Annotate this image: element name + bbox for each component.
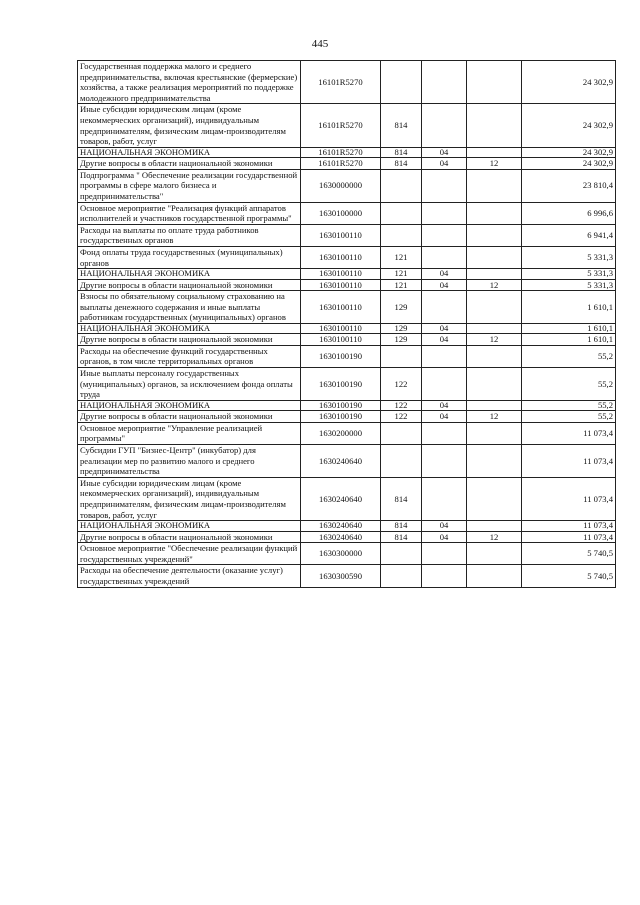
- subsection: [467, 269, 522, 279]
- amount: 11 073,4: [522, 521, 616, 531]
- expense-name: Другие вопросы в области национальной экономики: [78, 531, 301, 543]
- table-row: [78, 521, 616, 531]
- amount: 1 610,1: [522, 334, 616, 346]
- target-code: 1630000000: [301, 169, 381, 202]
- amount: 6 996,6: [522, 202, 616, 224]
- target-code: 1630100110: [301, 291, 381, 324]
- subsection: [467, 368, 522, 401]
- table-row: [78, 147, 616, 157]
- expense-type: [381, 202, 422, 224]
- table-row: [78, 104, 616, 147]
- expense-name: Другие вопросы в области национальной экономики: [78, 158, 301, 170]
- amount: 11 073,4: [522, 477, 616, 520]
- expense-name: Иные субсидии юридическим лицам (кроме некоммерческих организаций), индивидуальным предпринимателям, физическим лицам-производителям товаров, работ, услуг: [78, 104, 301, 147]
- target-code: 1630100110: [301, 334, 381, 346]
- section: 04: [422, 158, 467, 170]
- expense-name: Другие вопросы в области национальной экономики: [78, 334, 301, 346]
- target-code: 1630240640: [301, 445, 381, 478]
- target-code: 1630200000: [301, 422, 381, 444]
- target-code: 1630100190: [301, 345, 381, 367]
- subsection: [467, 291, 522, 324]
- expense-type: 121: [381, 279, 422, 291]
- section: 04: [422, 411, 467, 423]
- expense-type: [381, 169, 422, 202]
- amount: 1 610,1: [522, 323, 616, 333]
- table-row: [78, 61, 616, 104]
- expense-type: 814: [381, 477, 422, 520]
- subsection: 12: [467, 334, 522, 346]
- expense-type: [381, 445, 422, 478]
- subsection: [467, 521, 522, 531]
- expense-type: [381, 565, 422, 587]
- section: 04: [422, 147, 467, 157]
- subsection: [467, 445, 522, 478]
- expense-type: [381, 345, 422, 367]
- subsection: [467, 202, 522, 224]
- amount: 1 610,1: [522, 291, 616, 324]
- table-row: [78, 445, 616, 478]
- target-code: 1630240640: [301, 531, 381, 543]
- section: 04: [422, 531, 467, 543]
- target-code: 1630100110: [301, 224, 381, 246]
- subsection: [467, 246, 522, 268]
- amount: 55,2: [522, 400, 616, 410]
- expense-name: Основное мероприятие "Реализация функций аппаратов исполнителей и участников государственной программы": [78, 202, 301, 224]
- table-row: [78, 279, 616, 291]
- table-row: [78, 169, 616, 202]
- target-code: 1630100110: [301, 246, 381, 268]
- amount: 24 302,9: [522, 104, 616, 147]
- target-code: 1630100110: [301, 279, 381, 291]
- amount: 24 302,9: [522, 147, 616, 157]
- amount: 5 740,5: [522, 543, 616, 565]
- table-row: [78, 202, 616, 224]
- target-code: 1630100190: [301, 400, 381, 410]
- subsection: [467, 61, 522, 104]
- table-row: [78, 334, 616, 346]
- expense-type: 121: [381, 246, 422, 268]
- subsection: [467, 104, 522, 147]
- target-code: 1630240640: [301, 521, 381, 531]
- expense-name: Другие вопросы в области национальной экономики: [78, 411, 301, 423]
- target-code: 1630100190: [301, 411, 381, 423]
- section: [422, 169, 467, 202]
- target-code: 1630240640: [301, 477, 381, 520]
- section: 04: [422, 323, 467, 333]
- section: [422, 445, 467, 478]
- section: [422, 61, 467, 104]
- target-code: 16101R5270: [301, 158, 381, 170]
- expense-type: 121: [381, 269, 422, 279]
- subsection: [467, 323, 522, 333]
- expense-name: НАЦИОНАЛЬНАЯ ЭКОНОМИКА: [78, 269, 301, 279]
- amount: 23 810,4: [522, 169, 616, 202]
- section: 04: [422, 400, 467, 410]
- expense-name: НАЦИОНАЛЬНАЯ ЭКОНОМИКА: [78, 323, 301, 333]
- expense-name: Расходы на обеспечение функций государственных органов, в том числе территориальных органов: [78, 345, 301, 367]
- subsection: [467, 543, 522, 565]
- table-row: [78, 368, 616, 401]
- amount: 6 941,4: [522, 224, 616, 246]
- section: 04: [422, 334, 467, 346]
- amount: 11 073,4: [522, 422, 616, 444]
- table-row: [78, 345, 616, 367]
- expense-type: [381, 543, 422, 565]
- table-row: [78, 477, 616, 520]
- expense-name: Иные выплаты персоналу государственных (муниципальных) органов, за исключением фонда оплаты труда: [78, 368, 301, 401]
- section: [422, 368, 467, 401]
- amount: 5 331,3: [522, 269, 616, 279]
- subsection: [467, 169, 522, 202]
- table-row: [78, 291, 616, 324]
- subsection: [467, 224, 522, 246]
- target-code: 16101R5270: [301, 104, 381, 147]
- expense-name: Основное мероприятие "Управление реализацией программы": [78, 422, 301, 444]
- table-row: [78, 422, 616, 444]
- expense-type: 814: [381, 531, 422, 543]
- section: [422, 246, 467, 268]
- subsection: 12: [467, 279, 522, 291]
- amount: 55,2: [522, 345, 616, 367]
- expense-type: 122: [381, 411, 422, 423]
- table-row: [78, 224, 616, 246]
- subsection: [467, 400, 522, 410]
- table-row: [78, 323, 616, 333]
- expense-type: 122: [381, 400, 422, 410]
- section: [422, 422, 467, 444]
- section: 04: [422, 279, 467, 291]
- subsection: [467, 477, 522, 520]
- subsection: [467, 565, 522, 587]
- amount: 55,2: [522, 411, 616, 423]
- section: [422, 202, 467, 224]
- section: [422, 224, 467, 246]
- section: [422, 291, 467, 324]
- expense-type: 814: [381, 521, 422, 531]
- amount: 55,2: [522, 368, 616, 401]
- expense-name: Другие вопросы в области национальной экономики: [78, 279, 301, 291]
- expense-type: 129: [381, 334, 422, 346]
- table-row: [78, 158, 616, 170]
- expense-name: Субсидии ГУП "Бизнес-Центр" (инкубатор) для реализации мер по развитию малого и среднего предпринимательства: [78, 445, 301, 478]
- section: 04: [422, 269, 467, 279]
- section: [422, 345, 467, 367]
- expense-type: 129: [381, 323, 422, 333]
- subsection: [467, 345, 522, 367]
- target-code: 1630100110: [301, 269, 381, 279]
- expense-name: Фонд оплаты труда государственных (муниципальных) органов: [78, 246, 301, 268]
- subsection: 12: [467, 531, 522, 543]
- amount: 24 302,9: [522, 158, 616, 170]
- amount: 11 073,4: [522, 445, 616, 478]
- target-code: 1630100000: [301, 202, 381, 224]
- section: [422, 565, 467, 587]
- expense-name: НАЦИОНАЛЬНАЯ ЭКОНОМИКА: [78, 521, 301, 531]
- expense-name: Расходы на обеспечение деятельности (оказание услуг) государственных учреждений: [78, 565, 301, 587]
- amount: 5 331,3: [522, 246, 616, 268]
- subsection: [467, 422, 522, 444]
- amount: 5 740,5: [522, 565, 616, 587]
- expense-type: [381, 224, 422, 246]
- expense-name: Основное мероприятие "Обеспечение реализации функций государственных учреждений": [78, 543, 301, 565]
- amount: 24 302,9: [522, 61, 616, 104]
- expense-type: 814: [381, 158, 422, 170]
- expense-name: НАЦИОНАЛЬНАЯ ЭКОНОМИКА: [78, 147, 301, 157]
- page-number: 445: [311, 38, 329, 50]
- amount: 11 073,4: [522, 531, 616, 543]
- expense-type: [381, 422, 422, 444]
- target-code: 16101R5270: [301, 61, 381, 104]
- expense-type: 122: [381, 368, 422, 401]
- target-code: 1630300590: [301, 565, 381, 587]
- subsection: 12: [467, 158, 522, 170]
- expense-name: Подпрограмма " Обеспечение реализации государственной программы в сфере малого бизнеса и предпринимательства": [78, 169, 301, 202]
- section: [422, 543, 467, 565]
- subsection: 12: [467, 411, 522, 423]
- subsection: [467, 147, 522, 157]
- table-row: [78, 565, 616, 587]
- section: [422, 477, 467, 520]
- table-row: [78, 411, 616, 423]
- expense-type: 814: [381, 104, 422, 147]
- target-code: 1630300000: [301, 543, 381, 565]
- table-row: [78, 543, 616, 565]
- expense-type: [381, 61, 422, 104]
- expense-type: 129: [381, 291, 422, 324]
- expense-name: Иные субсидии юридическим лицам (кроме некоммерческих организаций), индивидуальным предпринимателям, физическим лицам-производителям товаров, работ, услуг: [78, 477, 301, 520]
- expense-name: Расходы на выплаты по оплате труда работников государственных органов: [78, 224, 301, 246]
- expense-name: Государственная поддержка малого и среднего предпринимательства, включая крестьянские (фермерские) хозяйства, а также реализация мероприятий по поддержке молодежного предпринимательства: [78, 61, 301, 104]
- expense-name: Взносы по обязательному социальному страхованию на выплаты денежного содержания и иные выплаты работникам государственных (муниципальных) органов: [78, 291, 301, 324]
- target-code: 1630100110: [301, 323, 381, 333]
- target-code: 16101R5270: [301, 147, 381, 157]
- expense-name: НАЦИОНАЛЬНАЯ ЭКОНОМИКА: [78, 400, 301, 410]
- expense-type: 814: [381, 147, 422, 157]
- table-row: [78, 269, 616, 279]
- table-row: [78, 246, 616, 268]
- table-row: [78, 531, 616, 543]
- amount: 5 331,3: [522, 279, 616, 291]
- budget-table: [77, 60, 616, 588]
- section: [422, 104, 467, 147]
- target-code: 1630100190: [301, 368, 381, 401]
- section: 04: [422, 521, 467, 531]
- table-row: [78, 400, 616, 410]
